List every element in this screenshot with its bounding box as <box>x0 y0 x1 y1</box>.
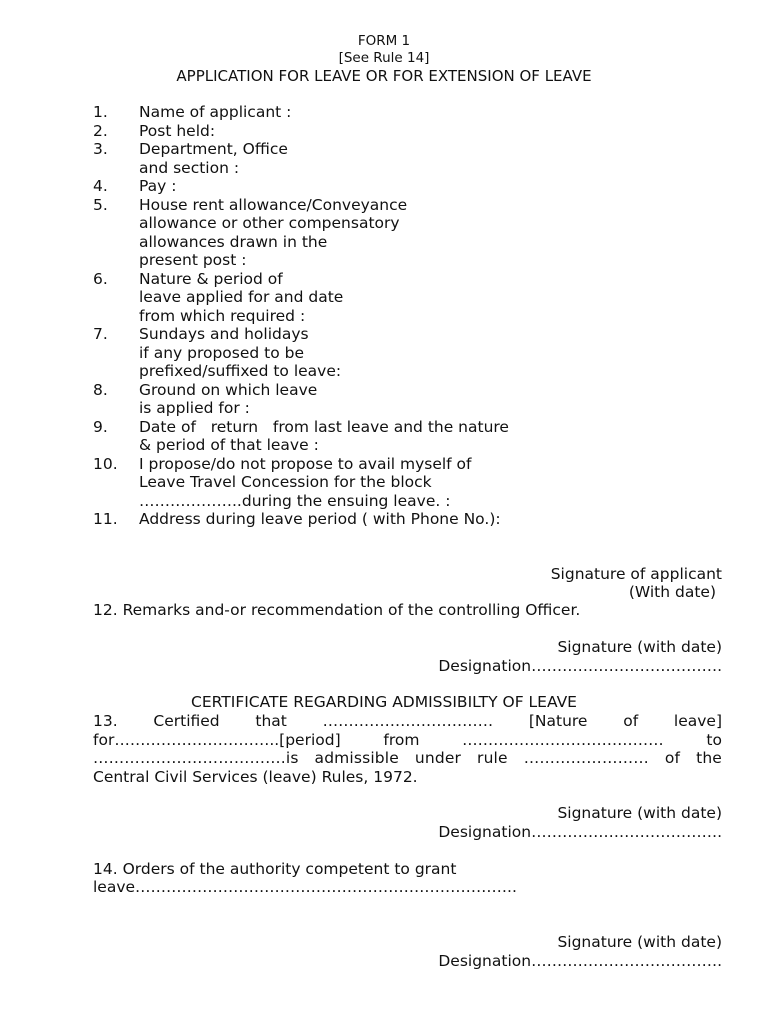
item-text: Date of return from last leave and the nature <box>139 417 509 436</box>
item-14-orders: 14. Orders of the authority competent to grant <box>93 860 457 878</box>
item-text: present post : <box>139 251 247 269</box>
designation-3: Designation………………………………. <box>438 952 722 970</box>
form-item-5 <box>93 196 733 270</box>
certificate-line: ……………………………….is admissible under rule …………………… of the <box>93 749 722 767</box>
item-text: Address during leave period ( with Phone No.): <box>139 510 501 528</box>
item-number: 2. <box>93 121 108 140</box>
form-item-2 <box>93 122 733 141</box>
item-text: & period of that leave : <box>139 436 319 454</box>
signature-with-date-1: Signature (with date) <box>557 638 722 656</box>
item-number: 4. <box>93 177 108 195</box>
designation-1: Designation………………………………. <box>438 657 722 675</box>
item-text: leave applied for and date <box>139 288 344 306</box>
designation-2: Designation………………………………. <box>438 823 722 841</box>
rule-reference: [See Rule 14] <box>338 50 430 66</box>
form-item-11 <box>93 510 733 529</box>
applicant-signature-label: Signature of applicant <box>550 565 722 583</box>
item-number: 3. <box>93 140 108 158</box>
item-text: is applied for : <box>139 399 250 417</box>
item-text: allowance or other compensatory <box>139 214 400 232</box>
item-text: Nature & period of <box>139 269 283 288</box>
item-text: Ground on which leave <box>139 380 318 399</box>
item-text: prefixed/suffixed to leave: <box>139 362 342 380</box>
item-text: Pay : <box>139 177 177 195</box>
item-text: from which required : <box>139 306 306 325</box>
item-text: Name of applicant : <box>139 103 292 121</box>
item-text: and section : <box>139 158 240 177</box>
applicant-signature-date: (With date) <box>628 583 716 601</box>
item-number: 11. <box>93 510 118 528</box>
item-number: 7. <box>93 325 108 343</box>
form-item-1 <box>93 103 733 122</box>
item-number: 8. <box>93 380 108 399</box>
form-items-list <box>93 103 733 529</box>
item-text: Sundays and holidays <box>139 325 309 343</box>
form-item-8 <box>93 381 733 418</box>
item-text: House rent allowance/Conveyance <box>139 195 408 214</box>
item-14-leave-line: leave……………………………………………………………….. <box>93 878 517 896</box>
form-item-9 <box>93 418 733 455</box>
certificate-line: for…………………………..[period] from ………………………………… to <box>93 730 722 749</box>
item-number: 5. <box>93 195 108 214</box>
certificate-heading: CERTIFICATE REGARDING ADMISSIBILTY OF LEAVE <box>191 693 577 711</box>
item-text: Department, Office <box>139 140 288 158</box>
form-item-10 <box>93 455 733 511</box>
certificate-paragraph <box>93 712 722 786</box>
item-number: 9. <box>93 417 108 436</box>
form-title: APPLICATION FOR LEAVE OR FOR EXTENSION OF LEAVE <box>176 67 592 85</box>
form-item-3 <box>93 140 733 177</box>
item-12-remarks: 12. Remarks and-or recommendation of the controlling Officer. <box>93 601 581 619</box>
form-number: FORM 1 <box>357 33 411 49</box>
item-text: Post held: <box>139 121 216 140</box>
item-number: 10. <box>93 454 118 473</box>
signature-with-date-3: Signature (with date) <box>557 933 722 951</box>
item-number: 1. <box>93 103 108 121</box>
certificate-line: 13. Certified that …………………………… [Nature of leave] <box>93 712 722 730</box>
item-text: allowances drawn in the <box>139 232 328 251</box>
item-text: I propose/do not propose to avail myself of <box>139 454 472 473</box>
item-text: if any proposed to be <box>139 343 305 362</box>
item-text: Leave Travel Concession for the block <box>139 473 432 491</box>
form-item-7 <box>93 325 733 381</box>
certificate-line: Central Civil Services (leave) Rules, 1972. <box>93 767 418 786</box>
form-item-4 <box>93 177 733 196</box>
item-text: ………………..during the ensuing leave. : <box>139 491 451 510</box>
form-item-6 <box>93 270 733 326</box>
signature-with-date-2: Signature (with date) <box>557 804 722 822</box>
item-number: 6. <box>93 269 108 288</box>
